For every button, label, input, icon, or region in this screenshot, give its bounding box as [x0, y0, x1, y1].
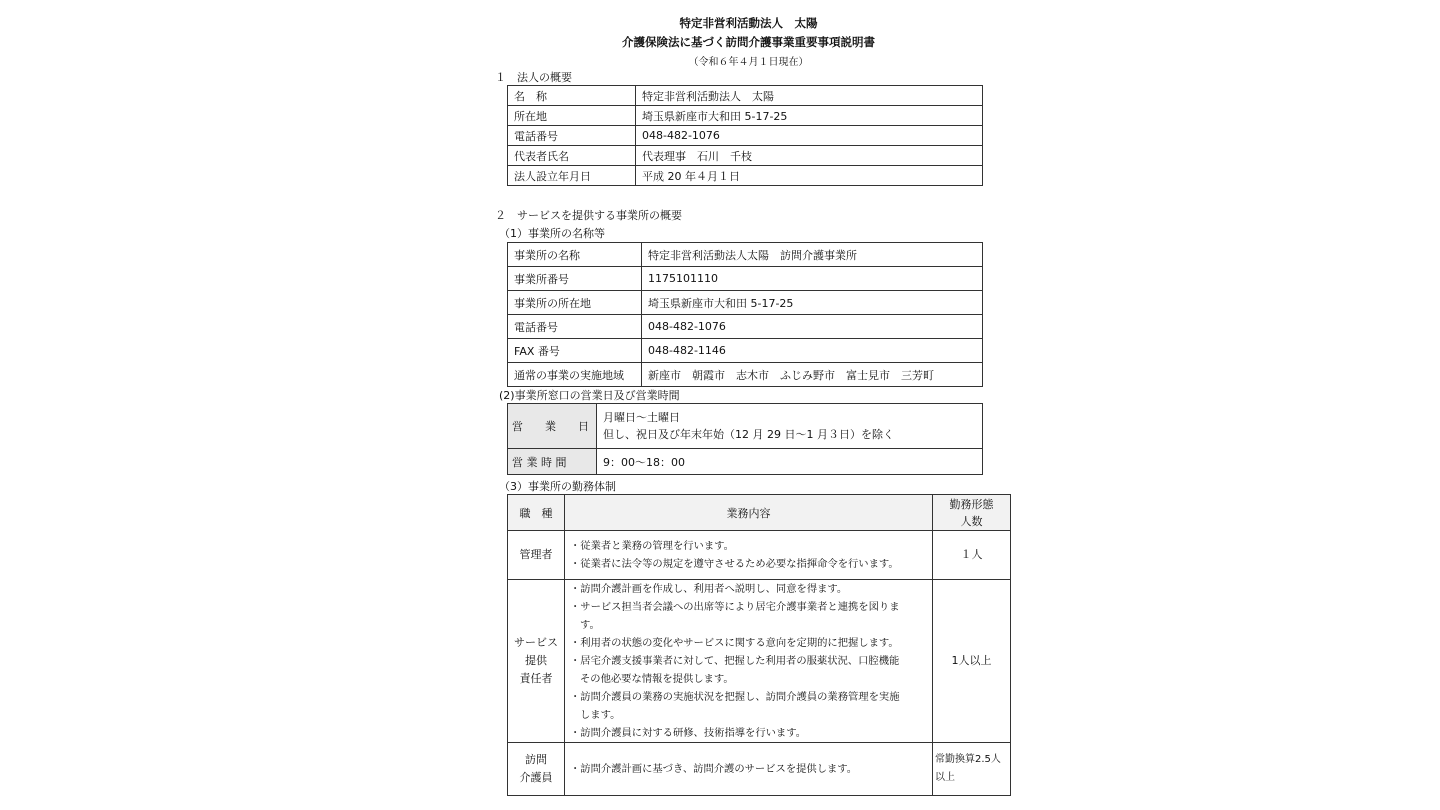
corporation-overview-table: [507, 85, 983, 186]
table-row: [508, 126, 983, 146]
duty-line: ・居宅介護支援事業者に対して、把握した利用者の服薬状況、口腔機能: [570, 655, 900, 667]
table-row: [508, 315, 983, 339]
row-value: 平成 20 年４月１日: [636, 166, 983, 186]
table-row: [508, 146, 983, 166]
business-days-label: 営 業 日: [508, 404, 597, 449]
row-label: 通常の事業の実施地域: [508, 363, 642, 387]
row-label: 事業所の所在地: [508, 291, 642, 315]
role-name-line: 訪問: [525, 753, 547, 766]
row-label: FAX 番号: [508, 339, 642, 363]
sub2-heading: (2)事業所窓口の営業日及び営業時間: [499, 389, 680, 402]
role-count: 1人以上: [933, 580, 1011, 743]
col-duties-header: 業務内容: [565, 495, 933, 531]
col-count-header: [933, 495, 1011, 531]
table-row: [508, 743, 1011, 796]
section1-heading: １ 法人の概要: [495, 71, 572, 84]
row-label: 代表者氏名: [508, 146, 636, 166]
duty-line: ・利用者の状態の変化やサービスに関する意向を定期的に把握します。: [570, 637, 899, 649]
table-row: [508, 404, 983, 449]
role-name-line: 責任者: [519, 672, 553, 685]
role-duties: [565, 531, 933, 580]
row-value: 特定非営利活動法人 太陽: [636, 86, 983, 106]
row-label: 電話番号: [508, 126, 636, 146]
document-title: 介護保険法に基づく訪問介護事業重要事項説明書: [622, 35, 875, 49]
sub1-heading: （1）事業所の名称等: [499, 227, 605, 240]
row-label: 名 称: [508, 86, 636, 106]
table-row: [508, 106, 983, 126]
table-row: [508, 243, 983, 267]
role-count: １人: [933, 531, 1011, 580]
as-of-date: （令和６年４月１日現在）: [688, 57, 809, 68]
staffing-table: [507, 494, 1011, 796]
business-hours-label: 営 業 時 間: [508, 449, 597, 475]
duty-line: その他必要な情報を提供します。: [580, 673, 734, 685]
business-days-note: 但し、祝日及び年末年始（12 月 29 日～1 月３日）を除く: [603, 428, 894, 441]
duty-line: ・従業者と業務の管理を行います。: [570, 540, 734, 552]
duty-line: ・訪問介護計画に基づき、訪問介護のサービスを提供します。: [570, 763, 858, 775]
duty-line: ・訪問介護員に対する研修、技術指導を行います。: [570, 727, 807, 739]
row-value: 048-482-1076: [642, 315, 983, 339]
duty-line: ・サービス担当者会議への出席等により居宅介護事業者と連携を図りま: [570, 601, 900, 613]
business-days-line: 月曜日～土曜日: [603, 411, 680, 424]
row-label: 所在地: [508, 106, 636, 126]
role-name: [508, 580, 565, 743]
duty-line: ・従業者に法令等の規定を遵守させるため必要な指揮命令を行います。: [570, 558, 899, 570]
sub3-heading: （3）事業所の勤務体制: [499, 480, 616, 493]
business-hours-table: [507, 403, 983, 475]
role-name: 管理者: [508, 531, 565, 580]
col-count-header-line1: 勤務形態: [949, 497, 994, 511]
table-row: [508, 267, 983, 291]
row-value: 埼玉県新座市大和田 5-17-25: [636, 106, 983, 126]
row-label: 電話番号: [508, 315, 642, 339]
table-row: [508, 291, 983, 315]
row-value: 048-482-1076: [636, 126, 983, 146]
row-label: 法人設立年月日: [508, 166, 636, 186]
table-row: [508, 580, 1011, 743]
row-value: 埼玉県新座市大和田 5-17-25: [642, 291, 983, 315]
office-info-table: [507, 242, 983, 387]
role-duties: [565, 580, 933, 743]
role-name: [508, 743, 565, 796]
table-row: [508, 86, 983, 106]
col-count-header-line2: 人数: [960, 514, 983, 528]
duty-line: します。: [580, 709, 621, 721]
role-name-line: 提供: [525, 654, 547, 667]
row-value: 1175101110: [642, 267, 983, 291]
business-days-value: [597, 404, 983, 449]
row-label: 事業所の名称: [508, 243, 642, 267]
table-row: [508, 531, 1011, 580]
role-name-line: サービス: [514, 636, 558, 649]
row-value: 特定非営利活動法人太陽 訪問介護事業所: [642, 243, 983, 267]
org-name-title: 特定非営利活動法人 太陽: [679, 16, 818, 30]
role-duties: [565, 743, 933, 796]
duty-line: ・訪問介護計画を作成し、利用者へ説明し、同意を得ます。: [570, 583, 848, 595]
role-count-line1: 常勤換算2.5人: [935, 754, 1001, 765]
role-count-line2: 以上: [935, 772, 955, 783]
row-label: 事業所番号: [508, 267, 642, 291]
duty-line: ・訪問介護員の業務の実施状況を把握し、訪問介護員の業務管理を実施: [570, 691, 900, 703]
section2-heading: ２ サービスを提供する事業所の概要: [495, 209, 682, 222]
table-row: [508, 166, 983, 186]
row-value: 048-482-1146: [642, 339, 983, 363]
business-hours-value: 9：00～18：00: [597, 449, 983, 475]
table-row: [508, 339, 983, 363]
role-name-line: 介護員: [519, 771, 553, 784]
duty-line: す。: [580, 619, 600, 631]
col-role-header: 職 種: [508, 495, 565, 531]
row-value: 代表理事 石川 千枝: [636, 146, 983, 166]
role-count: [933, 743, 1011, 796]
table-header-row: [508, 495, 1011, 531]
table-row: [508, 449, 983, 475]
row-value: 新座市 朝霞市 志木市 ふじみ野市 富士見市 三芳町: [642, 363, 983, 387]
table-row: [508, 363, 983, 387]
